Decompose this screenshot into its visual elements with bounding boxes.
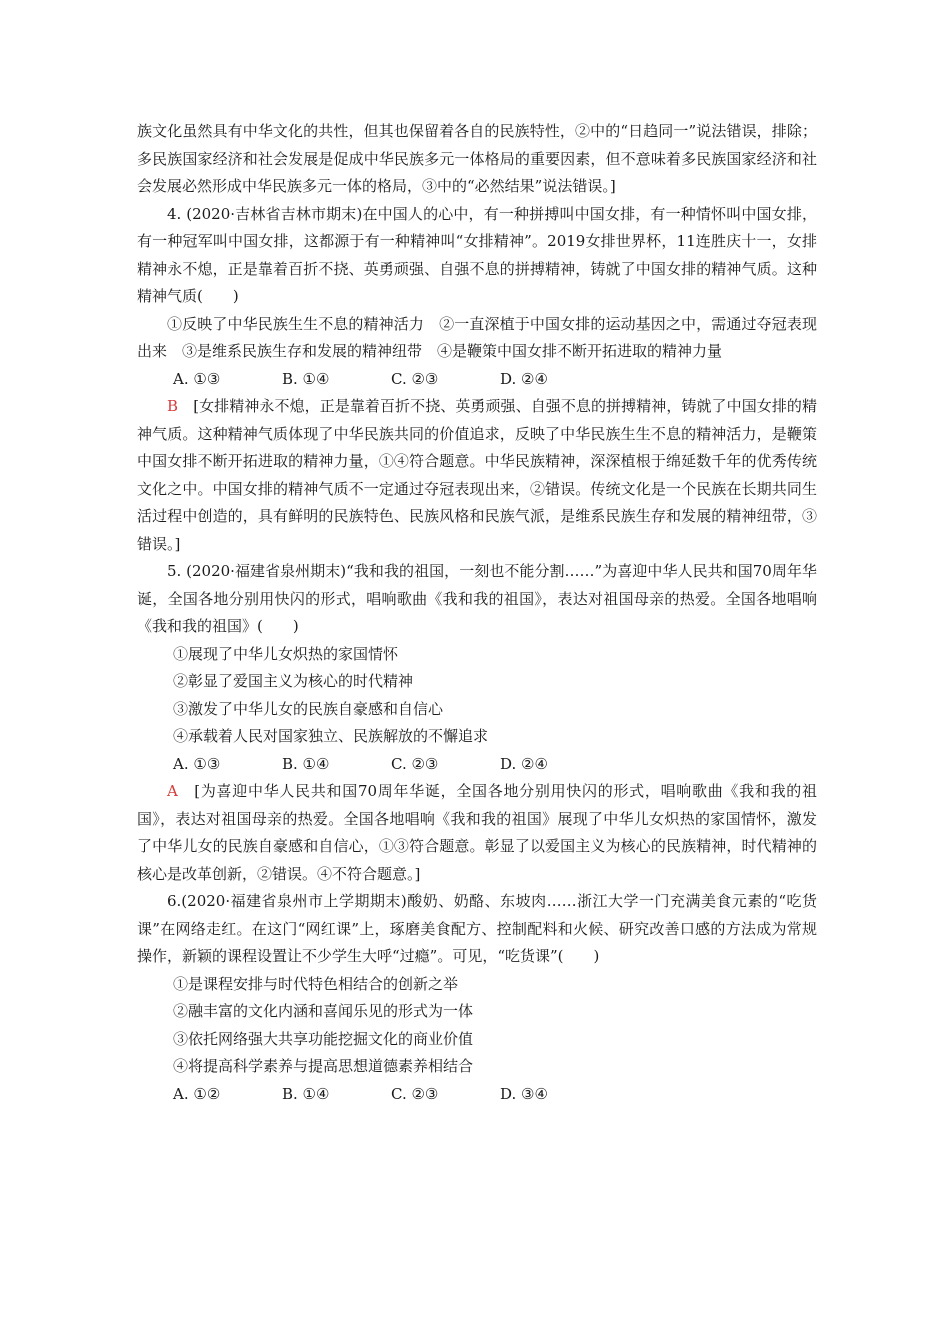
previous-explanation: 族文化虽然具有中华文化的共性，但其也保留着各自的民族特性，②中的“日趋同一”说法错误，排除；多民族国家经济和社会发展是促成中华民族多元一体格局的重要因素，但不意味着多民族国家经济和社会发展必然形成中华民族多元一体的格局，③中的“必然结果”说法错误。] [137, 122, 817, 195]
choice-a: A. ①③ [173, 754, 221, 773]
choice-b: B. ①④ [282, 369, 330, 388]
choice-row [137, 366, 817, 394]
answer-explanation [137, 778, 817, 888]
statement-item: ④将提高科学素养与提高思想道德素养相结合 [173, 1057, 474, 1075]
choice-a: A. ①② [173, 1084, 221, 1103]
answer-explanation [137, 393, 817, 558]
answer-letter: B [167, 397, 179, 415]
choice-b: B. ①④ [282, 1084, 330, 1103]
statement-item: ①展现了中华儿女炽热的家国情怀 [173, 644, 399, 663]
explanation-text: [为喜迎中华人民共和国70周年华诞，全国各地分别用快闪的形式，唱响歌曲《我和我的祖国》，表达对祖国母亲的热爱。全国各地唱响《我和我的祖国》展现了中华儿女炽热的家国情怀，激发了中华儿女的民族自豪感和自信心，①③符合题意。彰显了以爱国主义为核心的民族精神，时代精神的核心是改革创新，②错误。④不符合题意。] [137, 782, 817, 883]
choice-a: A. ①③ [173, 369, 221, 388]
statement-item: ④承载着人民对国家独立、民族解放的不懈追求 [173, 727, 489, 745]
explanation-text: [女排精神永不熄，正是靠着百折不挠、英勇顽强、自强不息的拼搏精神，铸就了中国女排的精神气质。这种精神气质体现了中华民族共同的价值追求，反映了中华民族生生不息的精神活力，是鞭策中国女排不断开拓进取的精神力量，①④符合题意。中华民族精神，深深植根于绵延数千年的优秀传统文化之中。中国女排的精神气质不一定通过夺冠表现出来，②错误。传统文化是一个民族在长期共同生活过程中创造的，具有鲜明的民族特色、民族风格和民族气派，是维系民族生存和发展的精神纽带，③错误。] [137, 397, 817, 553]
question-6 [137, 888, 817, 1108]
choice-row [137, 1081, 817, 1109]
choice-c: C. ②③ [391, 369, 439, 388]
choice-row [137, 751, 817, 779]
choice-d: D. ③④ [500, 1084, 548, 1103]
statement-item: ③激发了中华儿女的民族自豪感和自信心 [173, 699, 444, 718]
question-4 [137, 201, 817, 559]
statement-item: ②彰显了爱国主义为核心的时代精神 [173, 672, 414, 690]
answer-letter: A [167, 782, 178, 800]
choice-d: D. ②④ [500, 369, 548, 388]
statement-item: ③依托网络强大共享功能挖掘文化的商业价值 [173, 1029, 474, 1048]
choice-c: C. ②③ [391, 754, 439, 773]
choice-b: B. ①④ [282, 754, 330, 773]
statement-item: ②融丰富的文化内涵和喜闻乐见的形式为一体 [173, 1002, 474, 1020]
question-statements: ①反映了中华民族生生不息的精神活力 ②一直深植于中国女排的运动基因之中，需通过夺冠表现出来 ③是维系民族生存和发展的精神纽带 ④是鞭策中国女排不断开拓进取的精神力量 [137, 314, 817, 360]
question-5 [137, 558, 817, 888]
choice-c: C. ②③ [391, 1084, 439, 1103]
choice-d: D. ②④ [500, 754, 548, 773]
question-stem: 6.(2020·福建省泉州市上学期期末)酸奶、奶酪、东坡肉……浙江大学一门充满美食元素的“吃货课”在网络走红。在这门“网红课”上，琢磨美食配方、控制配料和火候、研究改善口感的方法成为常规操作，新颖的课程设置让不少学生大呼“过瘾”。可见，“吃货课”( ) [137, 892, 817, 965]
document-page [137, 118, 817, 1108]
statement-item: ①是课程安排与时代特色相结合的创新之举 [173, 974, 459, 993]
question-stem: 5. (2020·福建省泉州期末)“我和我的祖国，一刻也不能分割……”为喜迎中华人民共和国70周年华诞，全国各地分别用快闪的形式，唱响歌曲《我和我的祖国》，表达对祖国母亲的热爱。全国各地唱响《我和我的祖国》( ) [137, 562, 817, 635]
question-stem: 4. (2020·吉林省吉林市期末)在中国人的心中，有一种拼搏叫中国女排，有一种情怀叫中国女排，有一种冠军叫中国女排，这都源于有一种精神叫“女排精神”。2019女排世界杯，11连胜庆十一，女排精神永不熄，正是靠着百折不挠、英勇顽强、自强不息的拼搏精神，铸就了中国女排的精神气质。这种精神气质( ) [137, 204, 817, 305]
